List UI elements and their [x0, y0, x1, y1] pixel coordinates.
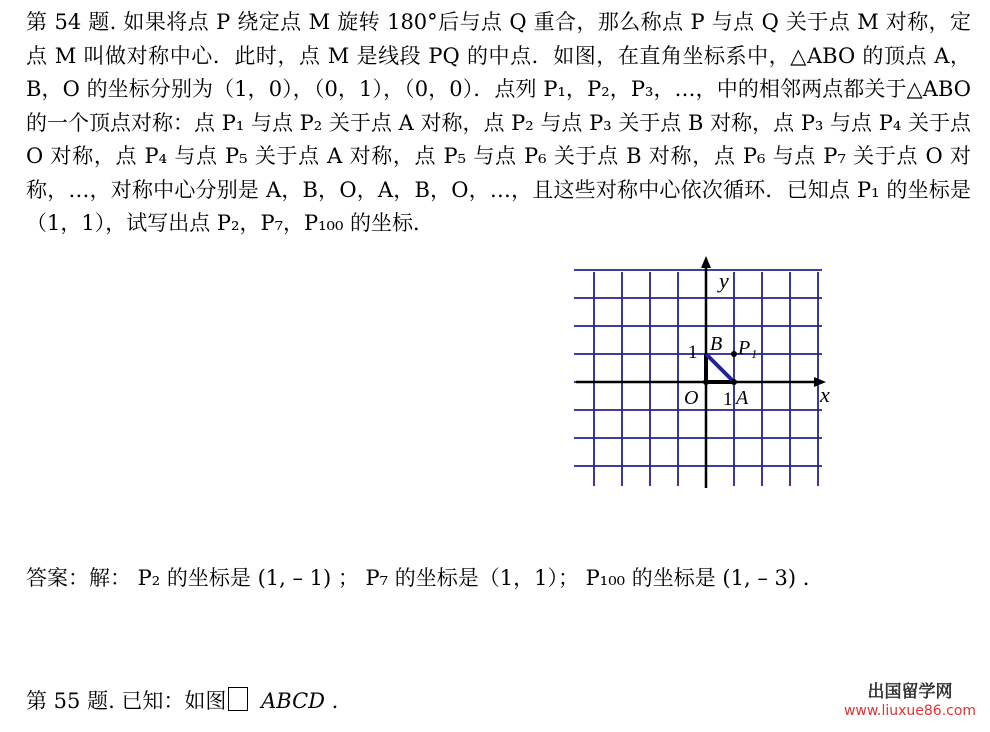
- segment-AB: [706, 354, 734, 382]
- watermark: [840, 682, 980, 726]
- problem-55: [26, 684, 338, 718]
- label-O: O: [684, 387, 699, 409]
- y-axis-arrow: [701, 256, 711, 268]
- label-B: B: [710, 333, 723, 355]
- point-A: [731, 379, 737, 385]
- watermark-url: www.liuxue86.com: [843, 703, 977, 719]
- label-P1: P₁: [738, 337, 758, 359]
- problem-54-text: 第 54 题. 如果将点 P 绕定点 M 旋转 180°后与点 Q 重合，那么称点 P 与点 Q 关于点 M 对称，定点 M 叫做对称中心．此时，点 M 是线段 PQ 的中点．如图，在直角坐标系中，△ABO 的顶点 A，B，O 的坐标分别为（1，0），（0，1），（0，0）．点列 P₁，P₂，P₃，…，中的相邻两点都关于△ABO 的一个顶点对称：点 P₁ 与点 P₂ 关于点 A 对称，点 P₂ 与点 P₃ 关于点 B 对称，点 P₃ 与点 P₄ 关于点 O 对称，点 P₄ 与点 P₅ 关于点 A 对称，点 P₅ 与点 P₆ 关于点 B 对称，点 P₆ 与点 P₇ 关于点 O 对称，…，对称中心分别是 A，B，O，A，B，O，…，且这些对称中心依次循环．已知点 P₁ 的坐标是（1，1），试写出点 P₂，P₇，P₁₀₀ 的坐标．: [26, 10, 971, 235]
- point-O: [703, 379, 709, 385]
- problem-55-suffix: ABCD .: [254, 689, 339, 713]
- label-A: A: [736, 387, 749, 409]
- coordinate-figure: [570, 250, 840, 495]
- tick-y-1: 1: [688, 342, 698, 363]
- axis-x-label: x: [820, 382, 830, 407]
- tick-x-1: 1: [723, 389, 733, 410]
- axis-y-label: y: [719, 268, 729, 293]
- problem-55-prefix: 第 55 题. 已知：如图: [26, 689, 227, 713]
- grid-lines: [574, 270, 822, 486]
- triangle-ABO: [706, 354, 734, 382]
- answer-text: 答案：解： P₂ 的坐标是 (1, – 1) ； P₇ 的坐标是（1，1）； P₁₀₀ 的坐标是 (1, – 3) .: [26, 566, 810, 590]
- point-P1: [731, 351, 737, 357]
- watermark-title: 出国留学网: [867, 682, 953, 702]
- parallelogram-symbol: [228, 687, 248, 711]
- axes: [576, 256, 826, 488]
